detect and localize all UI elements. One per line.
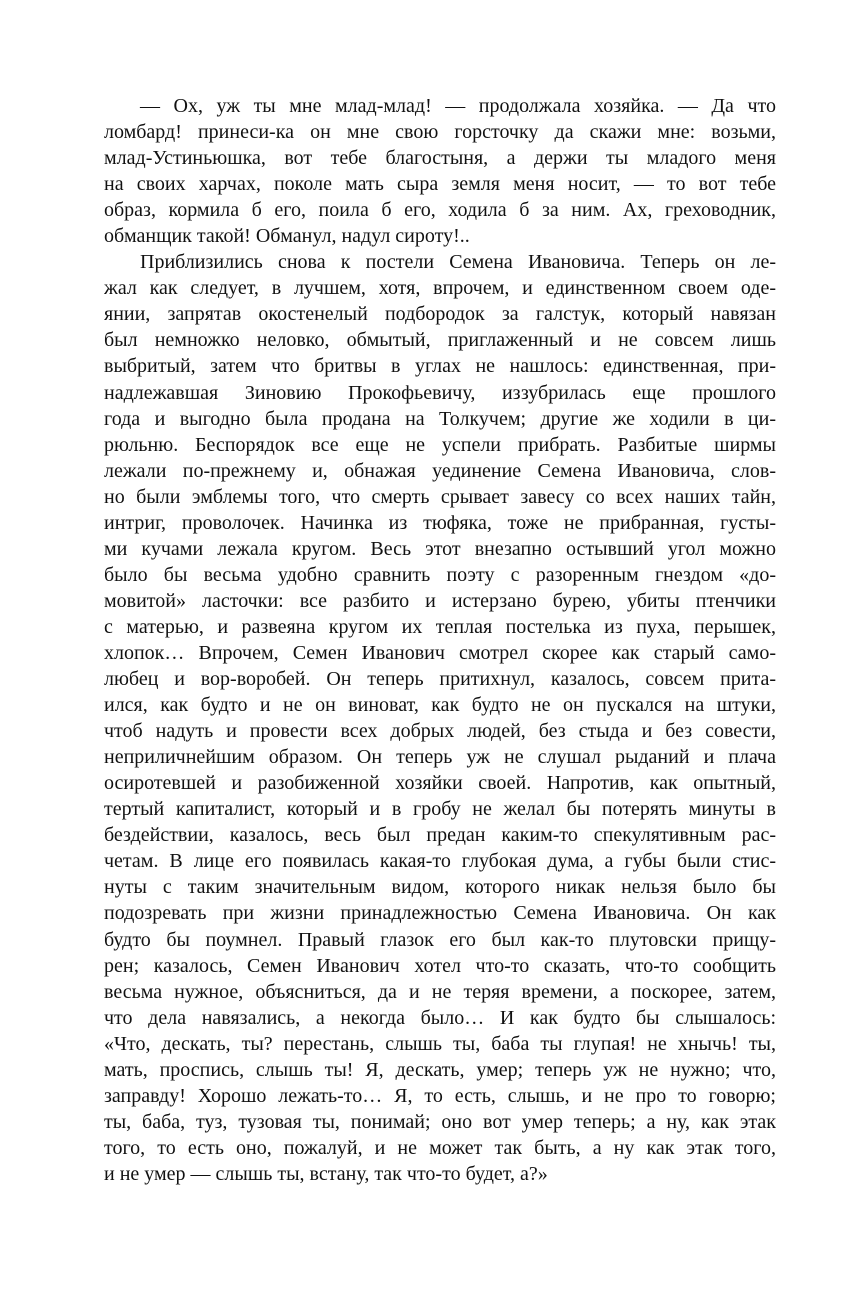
text-line: с матерью, и развеяна кругом их теплая постелька из пуха, перышек, <box>104 615 776 638</box>
text-line: весьма нужное, объясниться, да и не теряя времени, а поскорее, затем, <box>104 980 776 1003</box>
text-line: подозревать при жизни принадлежностью Семена Ивановича. Он как <box>104 902 776 925</box>
text-line: будто бы поумнел. Правый глазок его был как-то плутовски прищу- <box>104 928 776 951</box>
text-line: четам. В лице его появилась какая-то глубокая дума, а губы были стис- <box>104 850 776 873</box>
text-line: года и выгодно была продана на Толкучем; другие же ходили в ци- <box>104 407 776 430</box>
paragraph-1 <box>104 93 776 249</box>
text-line: Приблизились снова к постели Семена Ивановича. Теперь он ле- <box>140 251 776 274</box>
text-line: неприличнейшим образом. Он теперь уж не слушал рыданий и плача <box>104 746 776 769</box>
text-line: тертый капиталист, который и в гробу не желал бы потерять минуты в <box>104 798 776 821</box>
text-line: было бы весьма удобно сравнить поэту с разоренным гнездом «до- <box>104 563 776 586</box>
text-line: обманщик такой! Обманул, надул сироту!.. <box>104 225 470 248</box>
text-line: рюльню. Беспорядок все еще не успели прибрать. Разбитые ширмы <box>104 433 776 456</box>
body-text <box>104 93 776 1187</box>
text-line: что дела навязались, а некогда было… И как будто бы слышалось: <box>104 1006 776 1029</box>
text-line: и не умер — слышь ты, встану, так что-то будет, а?» <box>104 1162 548 1185</box>
text-line: выбритый, затем что бритвы в углах не нашлось: единственная, при- <box>104 355 776 378</box>
text-line: того, то есть оно, пожалуй, и не может так быть, а ну как этак того, <box>104 1136 776 1159</box>
text-line: млад-Устиньюшка, вот тебе благостыня, а держи ты младого меня <box>104 147 776 170</box>
paragraph-2 <box>104 249 776 1187</box>
text-line: на своих харчах, поколе мать сыра земля меня носит, — то вот тебе <box>104 173 776 196</box>
text-line: мать, проспись, слышь ты! Я, дескать, умер; теперь уж не нужно; что, <box>104 1058 776 1081</box>
text-line: бездействии, казалось, весь был предан каким-то спекулятивным рас- <box>104 824 776 847</box>
text-line: ился, как будто и не он виноват, как будто не он пускался на штуки, <box>104 694 776 717</box>
text-line: «Что, дескать, ты? перестань, слышь ты, баба ты глупая! не хнычь! ты, <box>104 1032 776 1055</box>
text-line: ты, баба, туз, тузовая ты, понимай; оно вот умер теперь; а ну, как этак <box>104 1110 776 1133</box>
text-line: надлежавшая Зиновию Прокофьевичу, иззубрилась еще прошлого <box>104 381 776 404</box>
text-line: рен; казалось, Семен Иванович хотел что-то сказать, что-то сообщить <box>104 954 776 977</box>
text-line: лежали по-прежнему и, обнажая уединение Семена Ивановича, слов- <box>104 459 776 482</box>
text-line: любец и вор-воробей. Он теперь притихнул, казалось, совсем прита- <box>104 668 776 691</box>
text-line: был немножко неловко, обмытый, приглаженный и не совсем лишь <box>104 329 776 352</box>
text-line: нуты с таким значительным видом, которого никак нельзя было бы <box>104 876 776 899</box>
text-line: образ, кормила б его, поила б его, ходила б за ним. Ах, греховодник, <box>104 199 776 222</box>
text-line: мовитой» ласточки: все разбито и истерзано бурею, убиты птенчики <box>104 589 776 612</box>
text-line: хлопок… Впрочем, Семен Иванович смотрел скорее как старый само- <box>104 641 776 664</box>
text-line: ломбард! принеси-ка он мне свою горсточку да скажи мне: возьми, <box>104 121 776 144</box>
text-line: — Ох, уж ты мне млад-млад! — продолжала хозяйка. — Да что <box>140 95 776 117</box>
text-line: осиротевшей и разобиженной хозяйки своей. Напротив, как опытный, <box>104 772 776 795</box>
text-line: заправду! Хорошо лежать-то… Я, то есть, слышь, и не про то говорю; <box>104 1084 776 1107</box>
text-line: чтоб надуть и провести всех добрых людей, без стыда и без совести, <box>104 720 776 743</box>
text-line: интриг, проволочек. Начинка из тюфяка, тоже не прибранная, густы- <box>104 511 776 534</box>
text-line: ми кучами лежала кругом. Весь этот внезапно остывший угол можно <box>104 537 776 560</box>
text-line: янии, запрятав окостенелый подбородок за галстук, который навязан <box>104 303 776 326</box>
text-line: но были эмблемы того, что смерть срывает завесу со всех наших тайн, <box>104 485 776 508</box>
text-line: жал как следует, в лучшем, хотя, впрочем, и единственном своем оде- <box>104 277 776 300</box>
